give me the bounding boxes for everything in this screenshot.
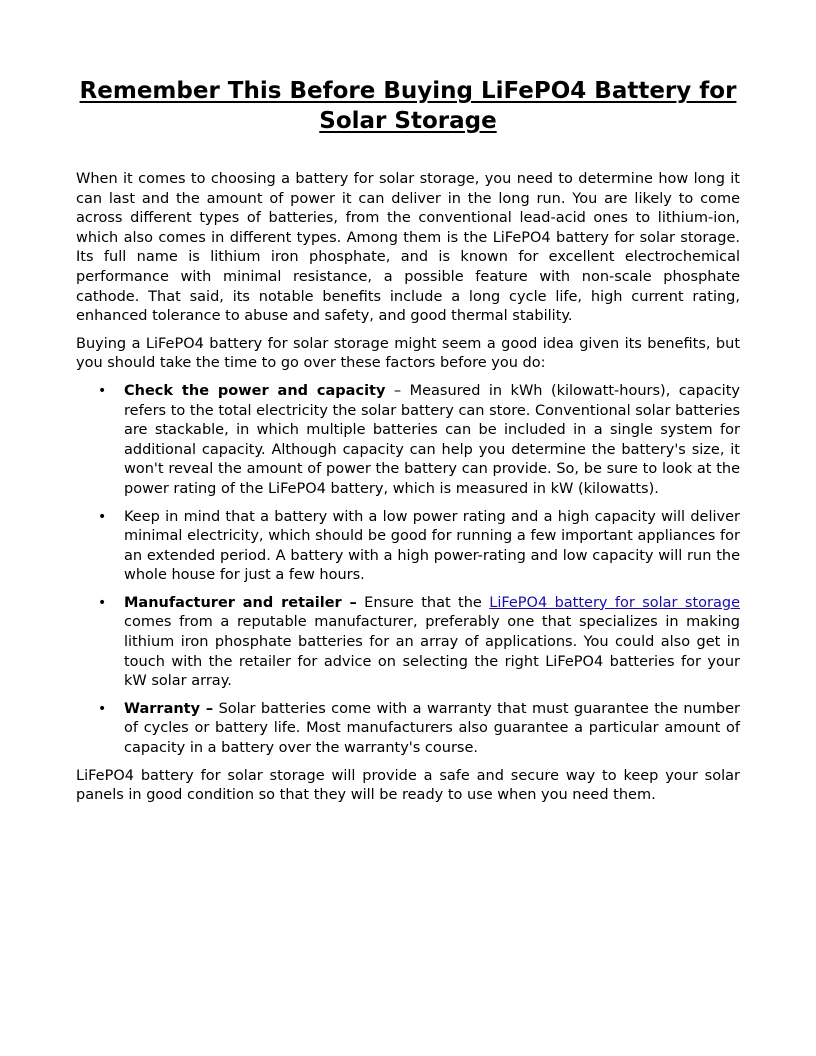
list-item-heading: Manufacturer and retailer – — [124, 594, 357, 611]
list-item-heading: Warranty – — [124, 700, 214, 717]
bullet-icon: • — [98, 700, 107, 717]
list-item-power-rating-note — [76, 508, 740, 586]
list-item-text: Keep in mind that a battery with a low power rating and a high capacity will deliver minimal electricity, which should be good for running a few important appliances for an extended period. A battery with a high power-rating and low capacity will run the whole house for just a few hours. — [124, 508, 740, 584]
list-item-warranty — [76, 700, 740, 759]
bullet-icon: • — [98, 508, 107, 525]
list-item-text: Solar batteries come with a warranty that must guarantee the number of cycles or battery life. Most manufacturers also guarantee a particular amount of capacity in a battery over the warranty's course. — [124, 700, 740, 757]
intro-paragraph: When it comes to choosing a battery for solar storage, you need to determine how long it can last and the amount of power it can deliver in the long run. You are likely to come across different types of batteries, from the conventional lead-acid ones to lithium-ion, which also comes in different types. Among them is the LiFePO4 battery for solar storage. Its full name is lithium iron phosphate, and is known for excellent electrochemical performance with minimal resistance, a possible feature with non-scale phosphate cathode. That said, its notable benefits include a long cycle life, high current rating, enhanced tolerance to abuse and safety, and good thermal stability. — [76, 171, 740, 325]
article-title: Remember This Before Buying LiFePO4 Battery for Solar Storage — [79, 78, 737, 134]
list-item-text: Ensure that the — [356, 594, 490, 611]
list-item-power-capacity — [76, 382, 740, 500]
factors-list — [76, 382, 740, 759]
list-item-text: – Measured in kWh (kilowatt-hours), capacity refers to the total electricity the solar battery can store. Conventional solar batteries are stackable, in which multiple batteries can be included in a single system for additional capacity. Although capacity can help you determine the battery's size, it won't reveal the amount of power the battery can provide. So, be sure to look at the power rating of the LiFePO4 battery, which is measured in kW (kilowatts). — [124, 382, 740, 497]
list-item-text: comes from a reputable manufacturer, preferably one that specializes in making lithium iron phosphate batteries for an array of applications. You could also get in touch with the retailer for advice on selecting the right LiFePO4 batteries for your kW solar array. — [124, 614, 740, 690]
conclusion-paragraph: LiFePO4 battery for solar storage will provide a safe and secure way to keep your solar panels in good condition so that they will be ready to use when you need them. — [76, 767, 740, 804]
document-page — [76, 76, 740, 814]
bullet-icon: • — [98, 594, 107, 611]
list-item-manufacturer — [76, 594, 740, 692]
lifepo4-battery-link[interactable]: LiFePO4 battery for solar storage — [489, 594, 740, 611]
bullet-icon: • — [98, 382, 107, 399]
list-item-heading: Check the power and capacity — [124, 382, 386, 399]
lead-in-paragraph: Buying a LiFePO4 battery for solar storage might seem a good idea given its benefits, but you should take the time to go over these factors before you do: — [76, 335, 740, 372]
